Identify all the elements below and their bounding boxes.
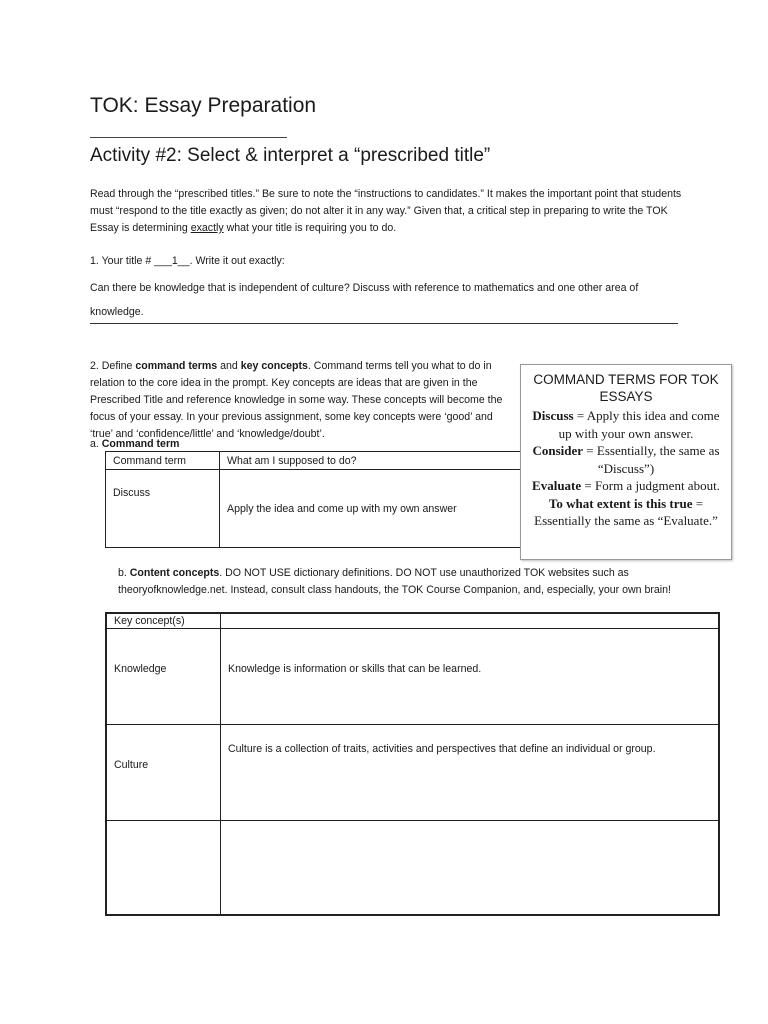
intro-paragraph [90,186,690,237]
command-table-header: Command term [106,452,220,470]
content-concepts-paragraph [118,565,718,599]
content-concepts-bold: Content concepts [129,567,220,579]
concept-cell[interactable] [106,820,221,915]
command-box-term: To what extent is this true [548,495,693,511]
key-concepts-table [105,612,720,916]
command-box-def: = Essentially, the same as “Discuss”) [583,443,720,476]
your-title-line [90,253,285,270]
sub-a-prefix: a. [90,438,102,450]
content-concepts-rest: . DO NOT USE dictionary definitions. DO NOT use unauthorized TOK websites such as theoryofknowledge.net. Instead, consult class handouts, the TOK Course Companion, and, especially, your own brain! [118,567,671,596]
section2-paragraph [90,358,510,443]
page-title: TOK: Essay Preparation [90,94,317,117]
your-title-number: ___1__ [154,255,190,267]
command-table-header: What am I supposed to do? [220,452,545,470]
command-box-def: = Essentially the same as “Evaluate.” [534,495,718,528]
your-title-prefix: 1. Your title # [90,255,155,267]
command-term-cell[interactable]: Discuss [106,470,220,548]
command-meaning-cell[interactable]: Apply the idea and come up with my own answer [220,470,545,548]
command-box-body [529,407,723,530]
intro-text: Read through the “prescribed titles.” Be sure to note the “instructions to candidates.” It makes the important point that students must “respond to the title exactly as given; do not alter it in any way.” Given that, a critical step in preparing to write the TOK Essay is determining [90,188,682,234]
key-concepts-header-blank [221,613,720,628]
title-divider [90,137,287,138]
command-terms-reference-box [520,364,732,560]
key-concepts-header: Key concept(s) [106,613,221,628]
command-box-term: Discuss [532,408,574,423]
concept-cell[interactable]: Culture [106,724,221,820]
command-box-entry [529,495,723,530]
section2-lead: 2. Define [90,360,136,372]
command-terms-bold: command terms [135,360,218,372]
activity-heading: Activity #2: Select & interpret a “prescribed title” [90,145,491,166]
concept-definition-cell[interactable]: Culture is a collection of traits, activities and perspectives that define an individual or group. [221,724,720,820]
intro-underlined-word: exactly [190,222,224,234]
command-box-entry [529,442,723,477]
command-box-def: = Apply this idea and come up with your own answer. [558,408,720,441]
answer-line [90,323,678,324]
section2-and: and [217,360,241,372]
concept-cell[interactable]: Knowledge [106,628,221,724]
section2-rest: . Command terms tell you what to do in relation to the core idea in the prompt. Key concepts are ideas that are given in the Prescribed Title and reference knowledge in some way. These concepts will become the focus of your essay. In your previous assignment, some key concepts were ‘good’ and ‘true’ and ‘confidence/little’ and ‘knowledge/doubt’. [90,360,503,440]
key-concepts-bold: key concepts [240,360,308,372]
your-title-suffix: . Write it out exactly: [189,255,285,267]
intro-text-end: what your title is requiring you to do. [223,222,397,234]
command-box-term: Consider [532,443,584,458]
command-box-def: = Form a judgment about. [581,478,720,493]
sub-b-prefix: b. [118,567,130,579]
command-box-title: COMMAND TERMS FOR TOK ESSAYS [533,372,719,404]
command-term-table [105,451,545,548]
sub-a-title: Command term [101,438,180,450]
prescribed-title-text: Can there be knowledge that is independent of culture? Discuss with reference to mathematics and one other area of knowledge. [90,282,639,318]
concept-definition-cell[interactable]: Knowledge is information or skills that can be learned. [221,628,720,724]
command-box-term: Evaluate [532,478,582,493]
command-box-entry [529,407,723,442]
concept-definition-cell[interactable] [221,820,720,915]
command-box-entry [529,477,723,495]
